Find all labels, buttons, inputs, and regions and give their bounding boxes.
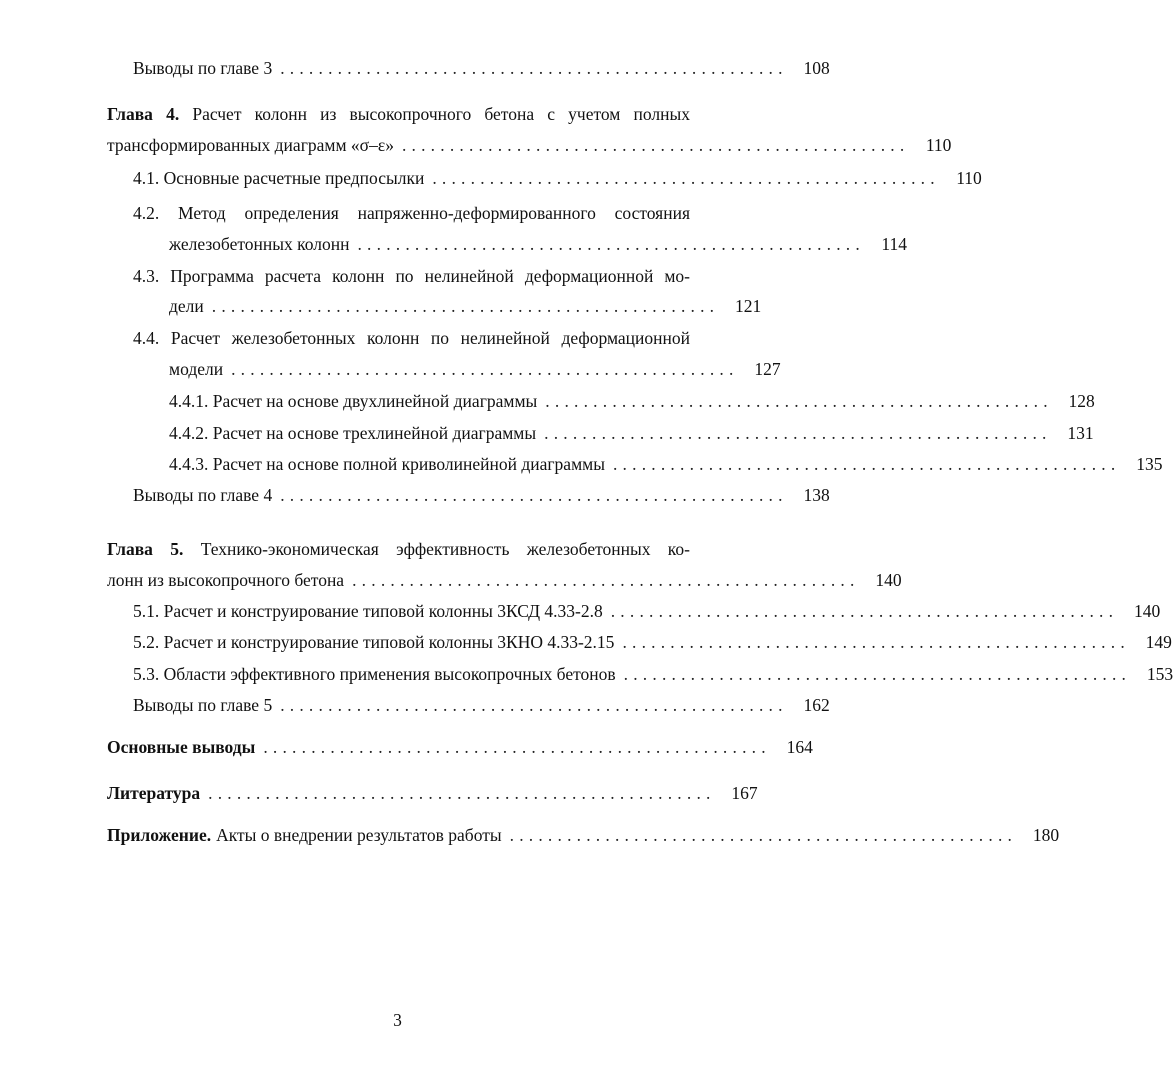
leader-dots: ..................................................... [401, 135, 910, 155]
entry-page: 167 [731, 783, 758, 803]
leader-dots: ..................................................... [357, 234, 865, 254]
entry-page: 149 [1145, 632, 1172, 652]
toc-entry-appendix [107, 823, 1060, 847]
toc-entry-5-2 [133, 630, 1172, 654]
page-number: 3 [393, 1010, 402, 1030]
entry-page: 121 [735, 296, 762, 316]
toc-entry-4-4-3 [169, 452, 1163, 476]
toc-entry-4-3-line1 [133, 264, 690, 288]
entry-title: 4.4.1. Расчет на основе двухлинейной диаграммы [169, 391, 538, 411]
toc-entry-4-4-2 [169, 421, 1094, 445]
leader-dots: ..................................................... [622, 632, 1130, 652]
entry-page: 162 [803, 695, 830, 715]
toc-entry-4-4-1 [169, 389, 1095, 413]
entry-page: 140 [1133, 601, 1161, 621]
entry-title-line2: дели [169, 296, 204, 316]
chapter-label: Глава 5. [107, 539, 184, 559]
entry-title: 5.1. Расчет и конструирование типовой колонны 3КСД 4.33-2.8 [133, 601, 603, 621]
entry-page: 127 [754, 359, 781, 379]
chapter-label: Глава 4. [107, 104, 180, 124]
entry-page: 131 [1067, 423, 1094, 443]
toc-entry-literature [107, 781, 758, 805]
leader-dots: ..................................................... [280, 58, 788, 78]
toc-chapter-5-line1 [107, 537, 690, 561]
toc-entry-ch4-conclusions [133, 483, 830, 507]
leader-dots: ..................................................... [610, 601, 1119, 621]
entry-page: 114 [881, 234, 907, 254]
leader-dots: ..................................................... [263, 737, 771, 757]
toc-chapter-5-line2 [107, 568, 902, 592]
entry-title: 4.1. Основные расчетные предпосылки [133, 168, 425, 188]
toc-chapter-4-line1 [107, 102, 690, 126]
leader-dots: ..................................................... [231, 359, 739, 379]
entry-title: Выводы по главе 4 [133, 485, 273, 505]
leader-dots: ..................................................... [280, 485, 788, 505]
toc-entry-4-1 [133, 166, 982, 190]
toc-entry-4-2-line2 [169, 232, 907, 256]
entry-page: 180 [1032, 825, 1060, 845]
leader-dots: ..................................................... [432, 168, 940, 188]
leader-dots: ..................................................... [509, 825, 1018, 845]
entry-page: 153 [1146, 664, 1173, 684]
toc-entry-ch3-conclusions [133, 56, 830, 80]
entry-title-line1: 4.3. Программа расчета колонн по нелинейной деформационной мо- [133, 266, 690, 286]
leader-dots: ..................................................... [352, 570, 860, 590]
entry-page: 128 [1068, 391, 1095, 411]
leader-dots: ..................................................... [612, 454, 1121, 474]
entry-title: 5.2. Расчет и конструирование типовой колонны 3КНО 4.33-2.15 [133, 632, 615, 652]
entry-title: Выводы по главе 3 [133, 58, 273, 78]
entry-title-line2: модели [169, 359, 224, 379]
entry-title: Литература [107, 783, 201, 803]
leader-dots: ..................................................... [544, 423, 1052, 443]
toc-entry-main-conclusions [107, 735, 813, 759]
toc-entry-5-1 [133, 599, 1161, 623]
entry-title: Выводы по главе 5 [133, 695, 273, 715]
entry-page: 110 [925, 135, 952, 155]
toc-entry-4-4-line2 [169, 357, 781, 381]
toc-entry-4-4-line1 [133, 326, 690, 350]
chapter-title-line2: трансформированных диаграмм «σ–ε» [107, 135, 394, 155]
chapter-title-line1: Технико-экономическая эффективность железобетонных ко- [200, 539, 690, 559]
entry-title: 4.4.2. Расчет на основе трехлинейной диаграммы [169, 423, 537, 443]
entry-title-line1: 4.2. Метод определения напряженно-деформированного состояния [133, 203, 690, 223]
entry-page: 110 [956, 168, 982, 188]
leader-dots: ..................................................... [623, 664, 1132, 684]
toc-entry-ch5-conclusions [133, 693, 830, 717]
chapter-title-line2: лонн из высокопрочного бетона [107, 570, 345, 590]
leader-dots: ..................................................... [211, 296, 720, 316]
toc-entry-4-3-line2 [169, 294, 762, 318]
entry-title: Акты о внедрении результатов работы [216, 825, 502, 845]
toc-chapter-4-line2 [107, 133, 952, 157]
toc-entry-5-3 [133, 662, 1173, 686]
chapter-title-line1: Расчет колонн из высокопрочного бетона с учетом полных [192, 104, 690, 124]
entry-page: 108 [803, 58, 830, 78]
leader-dots: ..................................................... [545, 391, 1053, 411]
leader-dots: ..................................................... [280, 695, 788, 715]
entry-title: 4.4.3. Расчет на основе полной криволинейной диаграммы [169, 454, 605, 474]
entry-page: 135 [1136, 454, 1163, 474]
entry-page: 164 [786, 737, 813, 757]
entry-title-line1: 4.4. Расчет железобетонных колонн по нелинейной деформационной [133, 328, 690, 348]
leader-dots: ..................................................... [208, 783, 716, 803]
toc-entry-4-2-line1 [133, 201, 690, 225]
entry-title: Основные выводы [107, 737, 256, 757]
entry-title: 5.3. Области эффективного применения высокопрочных бетонов [133, 664, 616, 684]
entry-label: Приложение. [107, 825, 212, 845]
entry-title-line2: железобетонных колонн [169, 234, 350, 254]
entry-page: 140 [875, 570, 902, 590]
entry-page: 138 [803, 485, 830, 505]
